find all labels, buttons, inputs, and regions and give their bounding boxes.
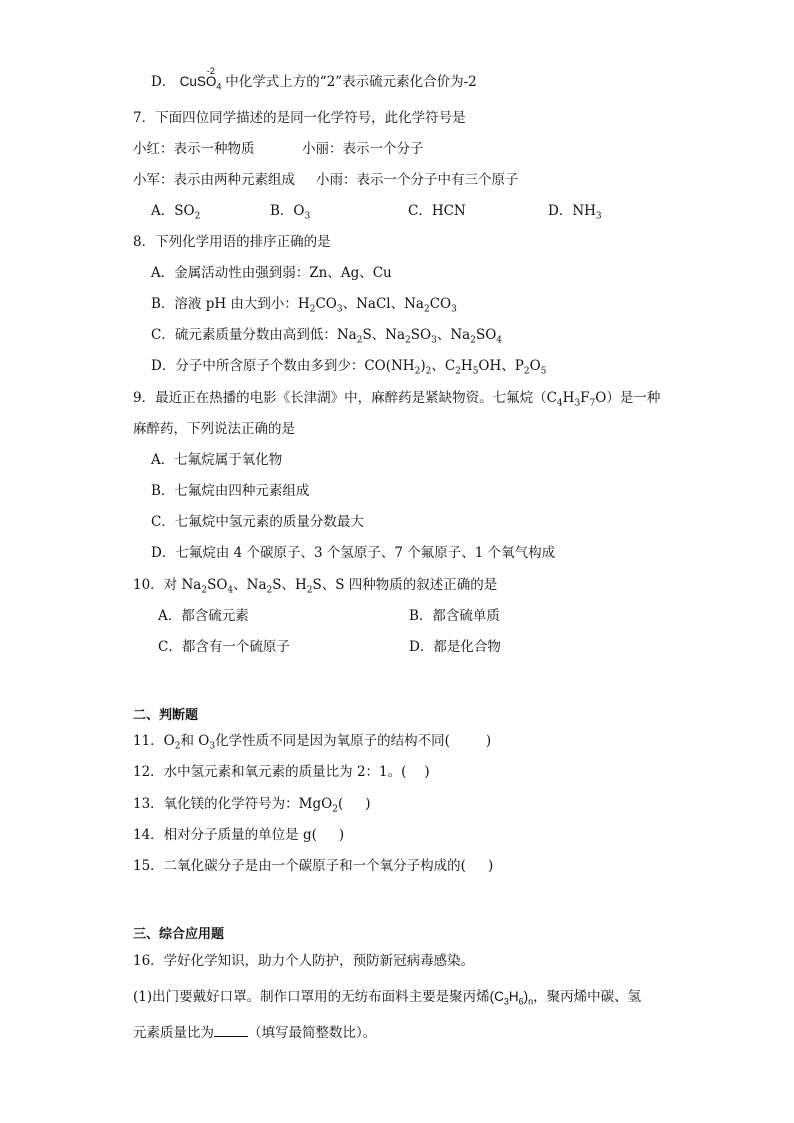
q9-option-a: A．七氟烷属于氧化物 xyxy=(151,452,283,468)
q9-option-d: D．七氟烷由 4 个碳原子、3 个氢原子、7 个氟原子、1 个氧气构成 xyxy=(151,545,556,561)
section-2-title: 二、判断题 xyxy=(133,708,199,723)
q12: 12．水中氢元素和氧元素的质量比为 2：1。( ) xyxy=(133,764,430,780)
q7-line2-b: 小雨：表示一个分子中有三个原子 xyxy=(316,172,519,188)
q10-option-a: A．都含硫元素 xyxy=(158,608,249,624)
polypropylene-formula: $(C_3H_6)_n$ xyxy=(489,989,534,1007)
q7-option-a: A．$SO_2$ xyxy=(151,203,201,222)
q6-option-d xyxy=(151,66,477,92)
q7-line1-b: 小丽：表示一个分子 xyxy=(302,141,424,157)
q8-option-d: D．分子中所含原子个数由多到少：$CO(NH_2)_2$、$C_2H_5OH$、$P_2O_5$ xyxy=(151,358,547,377)
q10-option-c: C．都含有一个硫原子 xyxy=(158,639,290,655)
answer-blank[interactable] xyxy=(214,1024,248,1037)
section-3-title: 三、综合应用题 xyxy=(133,927,225,942)
q6-d-label: D． xyxy=(151,74,176,90)
q7-stem: 7．下面四位同学描述的是同一化学符号，此化学符号是 xyxy=(133,110,466,126)
q7-option-d: D．$NH_3$ xyxy=(548,203,602,222)
q7-option-c: C．HCN xyxy=(408,203,466,219)
q16-part1-line2: 元素质量比为 （填写最简整数比）。 xyxy=(133,1025,377,1041)
q6-d-formula: Cu -2 $SO_4$ xyxy=(180,74,226,89)
q8-stem: 8．下列化学用语的排序正确的是 xyxy=(133,234,331,250)
q15: 15．二氧化碳分子是由一个碳原子和一个氧分子构成的( ) xyxy=(133,858,494,874)
q8-option-c: C．硫元素质量分数由高到低：$Na_2S$、$Na_2SO_3$、$Na_2SO_4$ xyxy=(151,327,503,346)
q8-option-a: A．金属活动性由强到弱：Zn、Ag、Cu xyxy=(151,265,392,281)
q16-part1-line1: (1)出门要戴好口罩。制作口罩用的无纺布面料主要是聚丙烯$(C_3H_6)_n$，聚丙烯中碳、氢 xyxy=(133,989,642,1007)
q14: 14．相对分子质量的单位是 g( ) xyxy=(133,827,345,843)
q16-stem: 16．学好化学知识，助力个人防护，预防新冠病毒感染。 xyxy=(133,953,475,969)
q6-d-text: 中化学式上方的“2”表示硫元素化合价为-2 xyxy=(225,74,477,90)
q7-line1-a: 小红：表示一种物质 xyxy=(133,141,255,157)
q10-option-d: D．都是化合物 xyxy=(409,639,501,655)
charge-mark: -2 xyxy=(206,66,215,76)
q8-option-b: B．溶液 pH 由大到小：$H_2CO_3$、NaCl、$Na_2CO_3$ xyxy=(151,296,457,315)
q13: 13．氧化镁的化学符号为：MgO$_2$( ) xyxy=(133,796,371,815)
q7-line2-a: 小军：表示由两种元素组成 xyxy=(133,172,295,188)
q11: 11．$O_2$和 $O_3$化学性质不同是因为氧原子的结构不同( ) xyxy=(133,733,492,752)
q9-stem-line2: 麻醉药，下列说法正确的是 xyxy=(133,421,295,437)
q10-stem: 10．对 $Na_2SO_4$、$Na_2S$、$H_2S$、S 四种物质的叙述正确的是 xyxy=(133,577,498,596)
q9-option-b: B．七氟烷由四种元素组成 xyxy=(151,483,310,499)
q9-stem-line1: 9．最近正在热播的电影《长津湖》中，麻醉药是紧缺物资。七氟烷$(C_4H_3F_7O)$是一种 xyxy=(133,390,661,409)
q7-option-b: B．$O_3$ xyxy=(270,203,311,222)
q9-option-c: C．七氟烷中氢元素的质量分数最大 xyxy=(151,514,364,530)
q10-option-b: B．都含硫单质 xyxy=(409,608,500,624)
